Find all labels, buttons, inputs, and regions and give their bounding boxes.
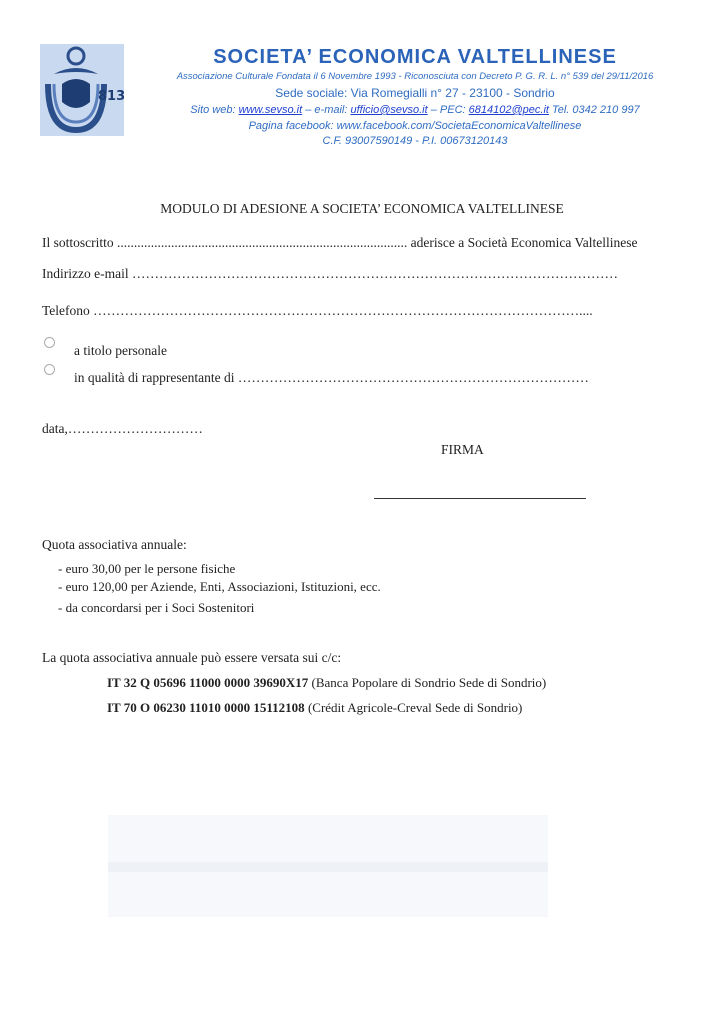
signature-line[interactable] bbox=[374, 498, 586, 499]
iban-code: IT 32 Q 05696 11000 0000 39690X17 bbox=[107, 675, 309, 690]
web-prefix: Sito web: bbox=[190, 104, 239, 116]
phone-field-row[interactable]: Telefono ……………………………………………………………………………………………….... bbox=[42, 303, 593, 318]
email-field-row[interactable]: Indirizzo e-mail ……………………………………………………………………………………………… bbox=[42, 266, 618, 281]
form-title: MODULO DI ADESIONE A SOCIETA’ ECONOMICA VALTELLINESE bbox=[160, 201, 564, 216]
fee-item: - euro 120,00 per Aziende, Enti, Associazioni, Istituzioni, ecc. bbox=[58, 579, 381, 594]
website-link[interactable]: www.sevso.it bbox=[238, 104, 303, 116]
logo-lettering: 813 bbox=[98, 89, 124, 104]
email-prefix: – e-mail: bbox=[302, 104, 351, 116]
headquarters-address: Sede sociale: Via Romegialli n° 27 - 23100 - Sondrio bbox=[275, 86, 555, 100]
bank-name: (Crédit Agricole-Creval Sede di Sondrio) bbox=[304, 700, 523, 715]
signature-label: FIRMA bbox=[441, 442, 484, 457]
radio-personal[interactable] bbox=[44, 337, 55, 348]
fiscal-codes: C.F. 93007590149 - P.I. 00673120143 bbox=[322, 135, 508, 147]
fee-item: - euro 30,00 per le persone fisiche bbox=[58, 561, 236, 576]
bank-account bbox=[107, 675, 546, 691]
name-field-row[interactable]: Il sottoscritto ...................................................................................... aderisce a Società Economica Valtellinese bbox=[42, 235, 638, 250]
email-link[interactable]: ufficio@sevso.it bbox=[350, 104, 428, 116]
radio-representative[interactable] bbox=[44, 364, 55, 375]
radio-representative-label: in qualità di rappresentante di …………………………………………………………………… bbox=[74, 370, 589, 385]
organization-name: SOCIETA’ ECONOMICA VALTELLINESE bbox=[213, 46, 617, 68]
society-logo bbox=[40, 44, 124, 136]
bank-name: (Banca Popolare di Sondrio Sede di Sondrio) bbox=[308, 675, 547, 690]
facebook-line: Pagina facebook: www.facebook.com/SocietaEconomicaValtellinese bbox=[248, 120, 582, 132]
faint-scan-band bbox=[108, 862, 548, 872]
pec-link[interactable]: 6814102@pec.it bbox=[468, 104, 549, 116]
association-line: Associazione Culturale Fondata il 6 Novembre 1993 - Riconosciuta con Decreto P. G. R. L. n° 539 del 29/11/2016 bbox=[176, 71, 654, 82]
date-field-row[interactable]: data,………………………… bbox=[42, 421, 203, 436]
fee-item: - da concordarsi per i Soci Sostenitori bbox=[58, 600, 255, 615]
pec-prefix: – PEC: bbox=[427, 104, 469, 116]
fee-title: Quota associativa annuale: bbox=[42, 537, 187, 552]
telephone: Tel. 0342 210 997 bbox=[548, 104, 640, 116]
bank-account bbox=[107, 700, 522, 716]
payment-title: La quota associativa annuale può essere versata sui c/c: bbox=[42, 650, 342, 665]
contact-line bbox=[130, 104, 700, 116]
radio-personal-label: a titolo personale bbox=[74, 343, 167, 358]
iban-code: IT 70 O 06230 11010 0000 15112108 bbox=[107, 700, 305, 715]
